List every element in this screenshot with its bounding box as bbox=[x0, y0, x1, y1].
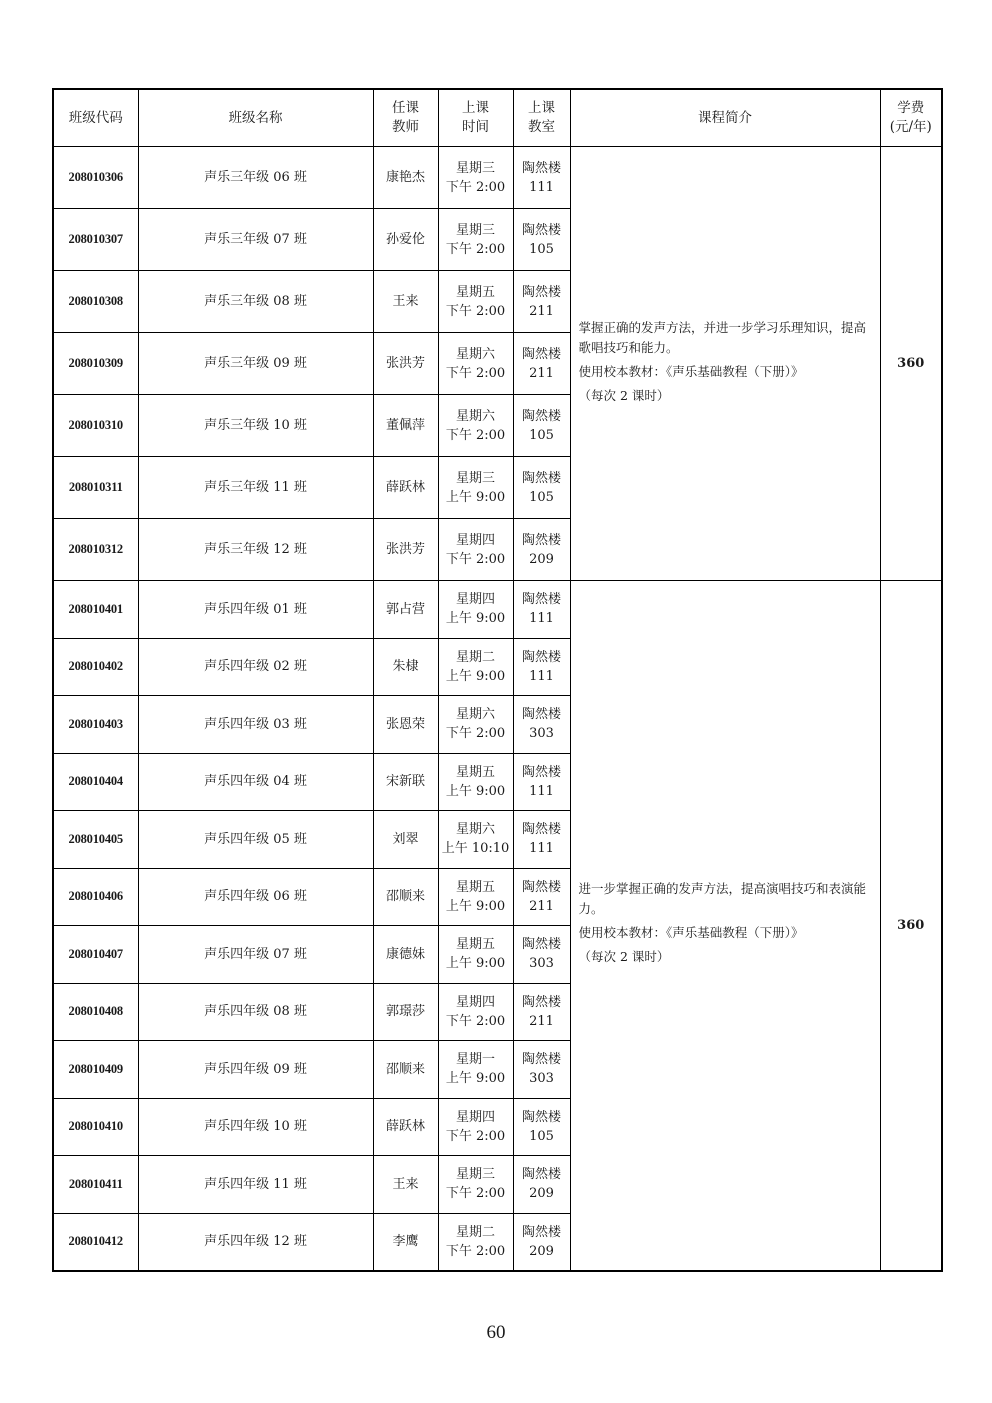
teacher-name: 张洪芳 bbox=[373, 519, 438, 581]
class-time: 星期五 上午 9:00 bbox=[438, 753, 513, 811]
teacher-name: 薛跃林 bbox=[373, 1098, 438, 1156]
class-code: 208010404 bbox=[53, 753, 138, 811]
tuition-fee: 360 bbox=[880, 581, 942, 1271]
page-number: 60 bbox=[486, 1322, 506, 1343]
teacher-name: 朱棣 bbox=[373, 638, 438, 696]
class-code: 208010407 bbox=[53, 926, 138, 984]
class-code: 208010402 bbox=[53, 638, 138, 696]
class-name: 声乐三年级 07 班 bbox=[138, 209, 373, 271]
teacher-name: 张洪芳 bbox=[373, 333, 438, 395]
description-line: 进一步掌握正确的发声方法，提高演唱技巧和表演能力。 bbox=[578, 881, 867, 917]
class-code: 208010308 bbox=[53, 271, 138, 333]
class-code: 208010312 bbox=[53, 519, 138, 581]
class-code: 208010307 bbox=[53, 209, 138, 271]
classroom: 陶然楼 209 bbox=[513, 1156, 570, 1214]
classroom: 陶然楼 111 bbox=[513, 147, 570, 209]
classroom: 陶然楼 211 bbox=[513, 271, 570, 333]
teacher-name: 李鹰 bbox=[373, 1213, 438, 1271]
header-class-code: 班级代码 bbox=[53, 89, 138, 147]
description-line: 使用校本教材：《声乐基础教程（下册）》 bbox=[578, 363, 804, 379]
teacher-name: 邵顺来 bbox=[373, 868, 438, 926]
class-name: 声乐三年级 08 班 bbox=[138, 271, 373, 333]
class-time: 星期二 下午 2:00 bbox=[438, 1213, 513, 1271]
class-time: 星期六 下午 2:00 bbox=[438, 395, 513, 457]
header-teacher: 任课 教师 bbox=[373, 89, 438, 147]
teacher-name: 薛跃林 bbox=[373, 457, 438, 519]
classroom: 陶然楼 111 bbox=[513, 581, 570, 639]
teacher-name: 张恩荣 bbox=[373, 696, 438, 754]
class-name: 声乐三年级 06 班 bbox=[138, 147, 373, 209]
classroom: 陶然楼 111 bbox=[513, 753, 570, 811]
class-time: 星期二 上午 9:00 bbox=[438, 638, 513, 696]
course-schedule-table bbox=[52, 88, 943, 1272]
class-code: 208010401 bbox=[53, 581, 138, 639]
class-code: 208010310 bbox=[53, 395, 138, 457]
header-class-time: 上课 时间 bbox=[438, 89, 513, 147]
header-course-intro: 课程简介 bbox=[570, 89, 880, 147]
class-name: 声乐四年级 06 班 bbox=[138, 868, 373, 926]
class-time: 星期五 下午 2:00 bbox=[438, 271, 513, 333]
class-time: 星期四 下午 2:00 bbox=[438, 983, 513, 1041]
table-row bbox=[53, 147, 942, 209]
class-code: 208010411 bbox=[53, 1156, 138, 1214]
class-time: 星期四 下午 2:00 bbox=[438, 519, 513, 581]
class-code: 208010309 bbox=[53, 333, 138, 395]
classroom: 陶然楼 111 bbox=[513, 811, 570, 869]
schedule-body bbox=[53, 147, 942, 1271]
classroom: 陶然楼 211 bbox=[513, 868, 570, 926]
class-code: 208010403 bbox=[53, 696, 138, 754]
class-code: 208010410 bbox=[53, 1098, 138, 1156]
class-name: 声乐四年级 07 班 bbox=[138, 926, 373, 984]
class-time: 星期三 下午 2:00 bbox=[438, 1156, 513, 1214]
classroom: 陶然楼 211 bbox=[513, 333, 570, 395]
classroom: 陶然楼 111 bbox=[513, 638, 570, 696]
class-name: 声乐四年级 11 班 bbox=[138, 1156, 373, 1214]
class-time: 星期四 上午 9:00 bbox=[438, 581, 513, 639]
tuition-fee: 360 bbox=[880, 147, 942, 581]
classroom: 陶然楼 211 bbox=[513, 983, 570, 1041]
class-name: 声乐四年级 03 班 bbox=[138, 696, 373, 754]
class-name: 声乐四年级 01 班 bbox=[138, 581, 373, 639]
classroom: 陶然楼 303 bbox=[513, 1041, 570, 1099]
teacher-name: 孙爱伦 bbox=[373, 209, 438, 271]
class-code: 208010406 bbox=[53, 868, 138, 926]
class-name: 声乐四年级 04 班 bbox=[138, 753, 373, 811]
class-code: 208010408 bbox=[53, 983, 138, 1041]
description-line: 掌握正确的发声方法，并进一步学习乐理知识，提高歌唱技巧和能力。 bbox=[578, 319, 867, 355]
class-code: 208010412 bbox=[53, 1213, 138, 1271]
class-name: 声乐三年级 09 班 bbox=[138, 333, 373, 395]
description-line: 使用校本教材：《声乐基础教程（下册）》 bbox=[578, 925, 804, 941]
header-class-name: 班级名称 bbox=[138, 89, 373, 147]
class-code: 208010311 bbox=[53, 457, 138, 519]
classroom: 陶然楼 105 bbox=[513, 1098, 570, 1156]
class-time: 星期三 下午 2:00 bbox=[438, 147, 513, 209]
class-code: 208010306 bbox=[53, 147, 138, 209]
teacher-name: 郭占营 bbox=[373, 581, 438, 639]
teacher-name: 王来 bbox=[373, 271, 438, 333]
teacher-name: 康德妹 bbox=[373, 926, 438, 984]
teacher-name: 宋新联 bbox=[373, 753, 438, 811]
class-time: 星期六 下午 2:00 bbox=[438, 696, 513, 754]
class-name: 声乐四年级 12 班 bbox=[138, 1213, 373, 1271]
class-name: 声乐四年级 08 班 bbox=[138, 983, 373, 1041]
class-name: 声乐三年级 10 班 bbox=[138, 395, 373, 457]
class-time: 星期一 上午 9:00 bbox=[438, 1041, 513, 1099]
classroom: 陶然楼 303 bbox=[513, 696, 570, 754]
teacher-name: 王来 bbox=[373, 1156, 438, 1214]
header-classroom: 上课 教室 bbox=[513, 89, 570, 147]
teacher-name: 康艳杰 bbox=[373, 147, 438, 209]
classroom: 陶然楼 209 bbox=[513, 519, 570, 581]
teacher-name: 刘翠 bbox=[373, 811, 438, 869]
course-description bbox=[570, 147, 880, 581]
class-name: 声乐四年级 05 班 bbox=[138, 811, 373, 869]
classroom: 陶然楼 105 bbox=[513, 209, 570, 271]
class-time: 星期四 下午 2:00 bbox=[438, 1098, 513, 1156]
class-name: 声乐四年级 02 班 bbox=[138, 638, 373, 696]
teacher-name: 郭璟莎 bbox=[373, 983, 438, 1041]
class-name: 声乐四年级 10 班 bbox=[138, 1098, 373, 1156]
classroom: 陶然楼 209 bbox=[513, 1213, 570, 1271]
class-name: 声乐三年级 11 班 bbox=[138, 457, 373, 519]
table-header-row bbox=[53, 89, 942, 147]
class-time: 星期三 下午 2:00 bbox=[438, 209, 513, 271]
table-row bbox=[53, 581, 942, 639]
class-time: 星期六 上午 10:10 bbox=[438, 811, 513, 869]
teacher-name: 邵顺来 bbox=[373, 1041, 438, 1099]
description-line: （每次 2 课时） bbox=[578, 949, 670, 965]
class-name: 声乐四年级 09 班 bbox=[138, 1041, 373, 1099]
class-time: 星期六 下午 2:00 bbox=[438, 333, 513, 395]
class-code: 208010409 bbox=[53, 1041, 138, 1099]
teacher-name: 董佩萍 bbox=[373, 395, 438, 457]
classroom: 陶然楼 105 bbox=[513, 395, 570, 457]
class-name: 声乐三年级 12 班 bbox=[138, 519, 373, 581]
class-time: 星期五 上午 9:00 bbox=[438, 926, 513, 984]
classroom: 陶然楼 105 bbox=[513, 457, 570, 519]
class-code: 208010405 bbox=[53, 811, 138, 869]
description-line: （每次 2 课时） bbox=[578, 387, 670, 403]
class-time: 星期三 上午 9:00 bbox=[438, 457, 513, 519]
header-tuition: 学费 (元/年) bbox=[880, 89, 942, 147]
course-description bbox=[570, 581, 880, 1271]
class-time: 星期五 上午 9:00 bbox=[438, 868, 513, 926]
classroom: 陶然楼 303 bbox=[513, 926, 570, 984]
